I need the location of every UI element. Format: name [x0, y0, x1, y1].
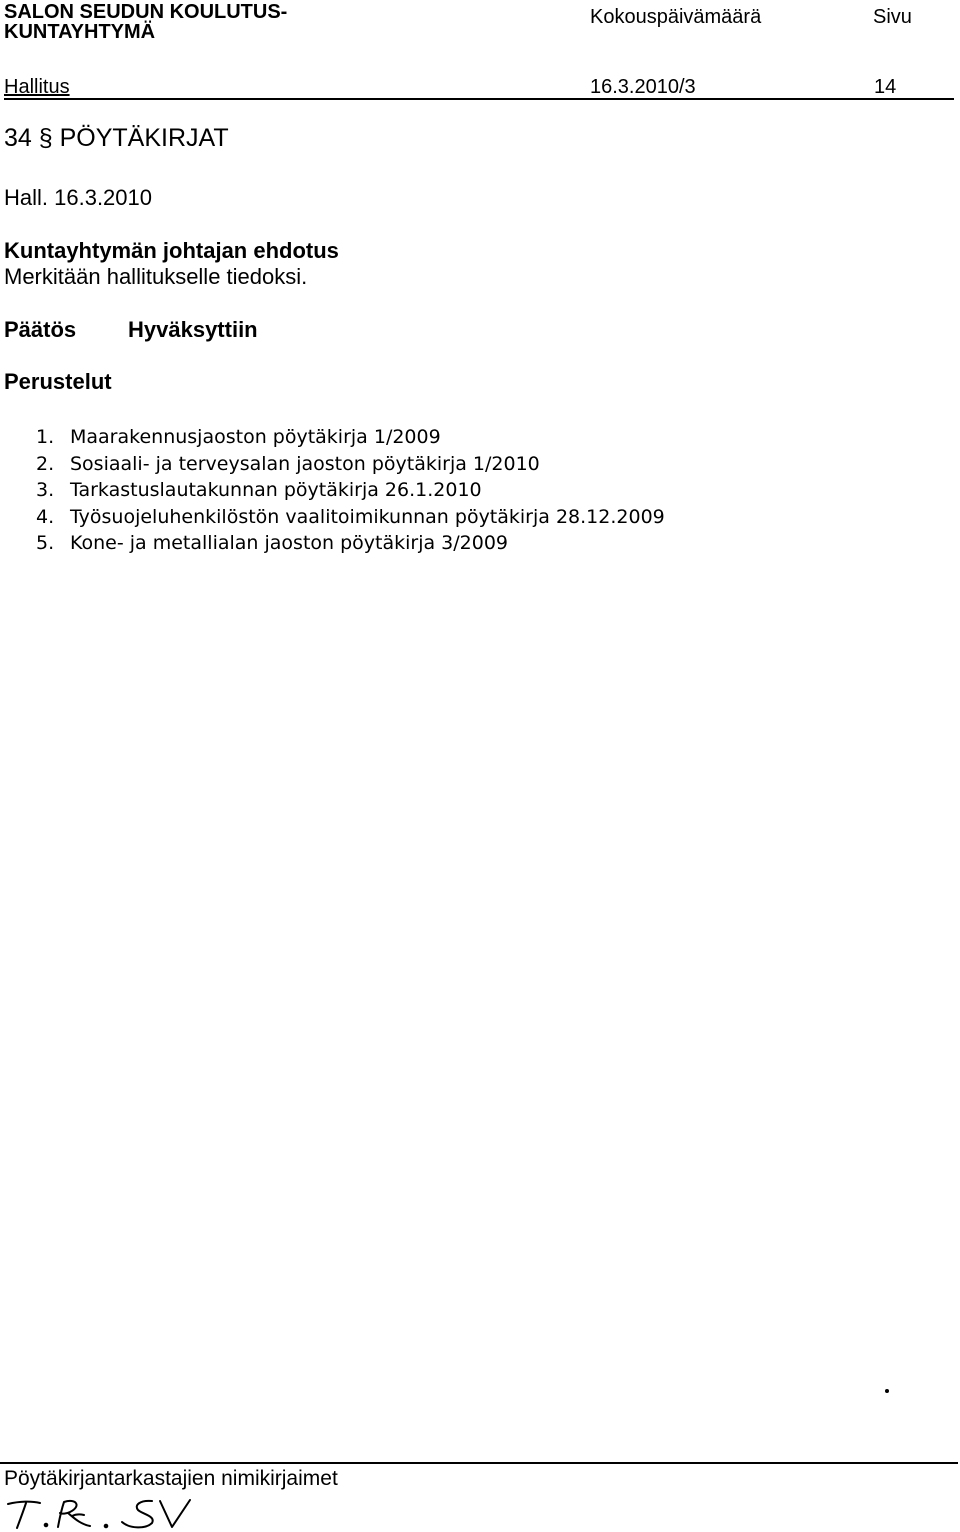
list-item-text: Sosiaali- ja terveysalan jaoston pöytäkirja 1/2010: [70, 452, 540, 475]
list-item: [36, 504, 665, 531]
grounds-heading: Perustelut: [4, 369, 112, 394]
list-item-text: Tarkastuslautakunnan pöytäkirja 26.1.2010: [70, 479, 482, 501]
meeting-date-label: Kokouspäivämäärä: [590, 6, 762, 28]
proposal-heading: Kuntayhtymän johtajan ehdotus: [4, 238, 339, 263]
list-item: [36, 451, 665, 478]
footer-label: Pöytäkirjantarkastajien nimikirjaimet: [4, 1467, 338, 1490]
decision-label: Päätös: [4, 317, 77, 342]
list-item-number: 1.: [36, 426, 55, 448]
stray-dot: [885, 1389, 889, 1393]
decision-value: Hyväksyttiin: [128, 317, 258, 342]
body-name: Hallitus: [4, 76, 70, 98]
protocol-reference: 16.3.2010/3: [590, 76, 696, 98]
section-title: 34 § PÖYTÄKIRJAT: [4, 124, 229, 152]
meeting-reference: Hall. 16.3.2010: [4, 185, 152, 210]
organization-name-line2: KUNTAYHTYMÄ: [4, 21, 156, 43]
list-item-number: 4.: [36, 505, 55, 528]
protocol-list: [36, 424, 665, 557]
header-info-row: [4, 76, 954, 100]
handwritten-initials: [6, 1496, 226, 1532]
list-item-text: Työsuojeluhenkilöstön vaalitoimikunnan pöytäkirja 28.12.2009: [70, 505, 665, 528]
organization-name-line1: SALON SEUDUN KOULUTUS-: [4, 1, 288, 23]
page-label: Sivu: [873, 6, 912, 28]
proposal-text: Merkitään hallitukselle tiedoksi.: [4, 264, 308, 289]
organization-name: [4, 2, 287, 42]
list-item: [36, 530, 665, 557]
footer-divider: [0, 1462, 958, 1464]
list-item-number: 2.: [36, 452, 55, 475]
list-item: [36, 424, 665, 451]
page-number: 14: [874, 76, 897, 98]
list-item-number: 5.: [36, 532, 55, 554]
list-item-text: Maarakennusjaoston pöytäkirja 1/2009: [70, 426, 441, 448]
list-item: [36, 477, 665, 504]
list-item-text: Kone- ja metallialan jaoston pöytäkirja 3/2009: [70, 532, 509, 554]
list-item-number: 3.: [36, 479, 55, 501]
